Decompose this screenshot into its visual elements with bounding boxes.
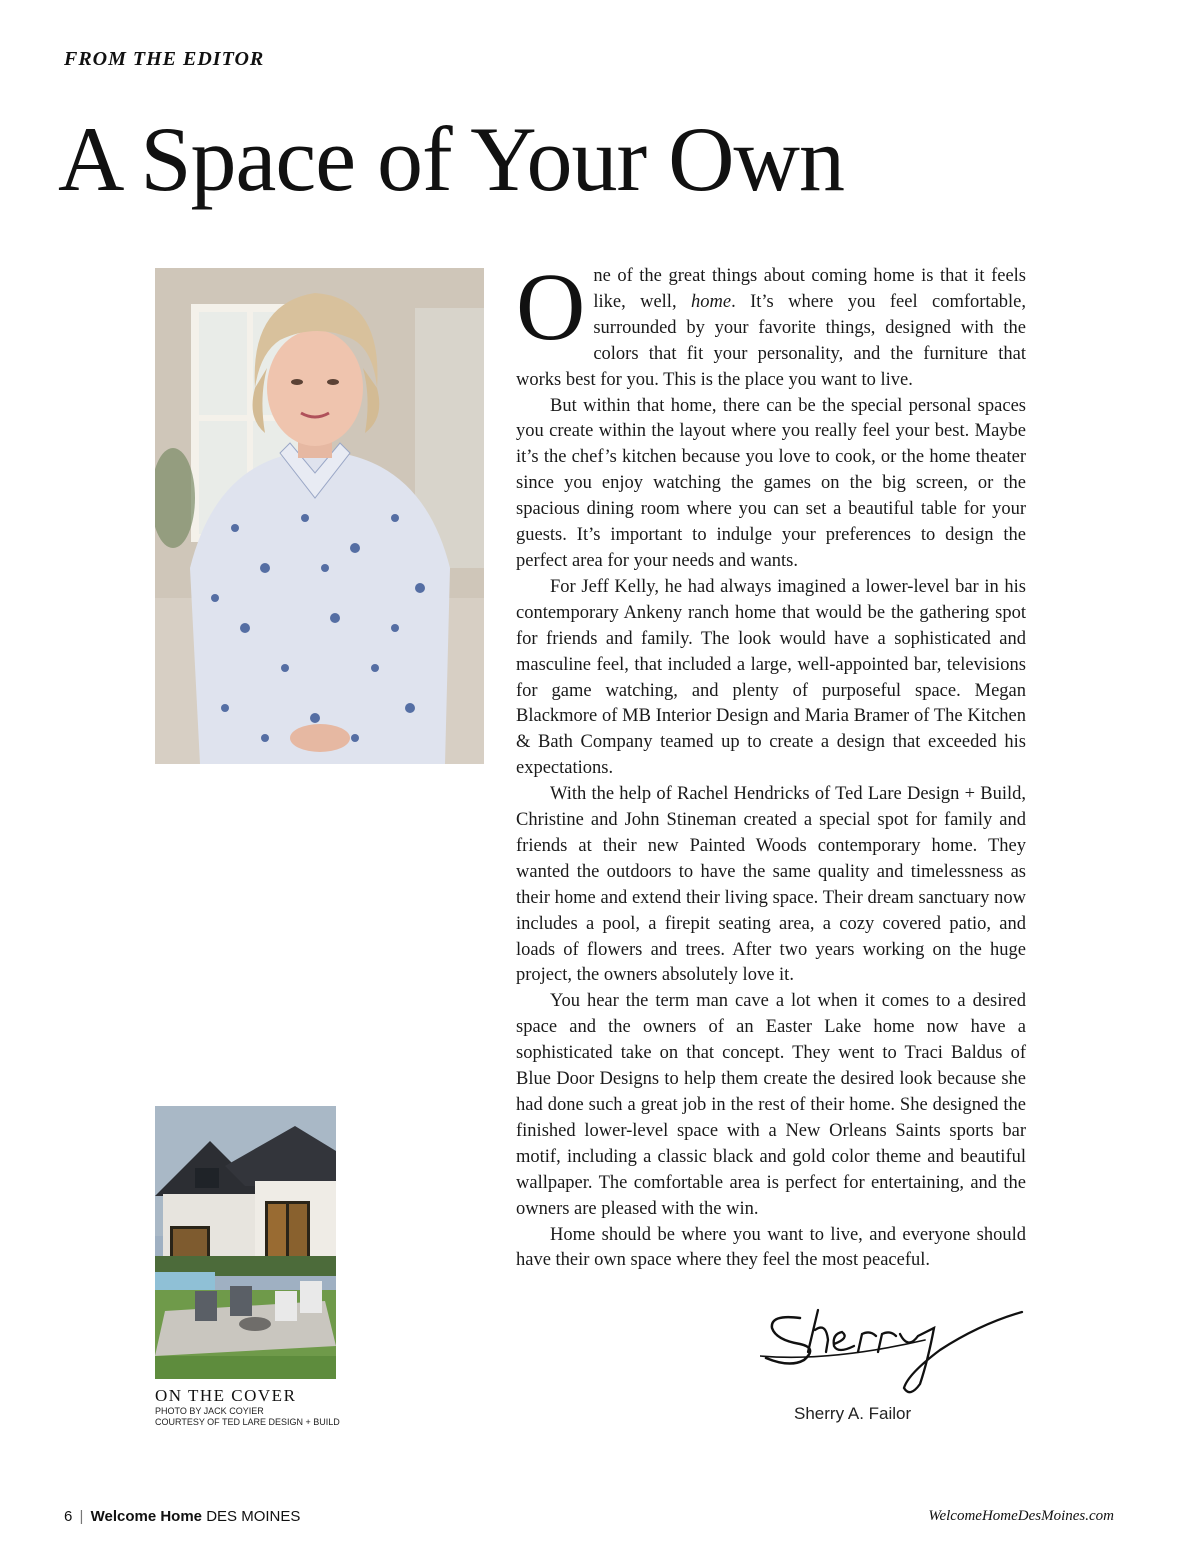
section-kicker: FROM THE EDITOR <box>64 48 265 70</box>
cover-caption <box>155 1386 415 1428</box>
courtesy-credit: COURTESY OF TED LARE DESIGN + BUILD <box>155 1417 340 1427</box>
drop-cap: O <box>516 253 586 360</box>
website-url[interactable]: WelcomeHomeDesMoines.com <box>928 1508 1114 1524</box>
page-number: 6 <box>64 1508 73 1525</box>
article-paragraph <box>516 253 1027 394</box>
paragraph-text: . It’s where you feel comfortable, surrounded by your favorite things, designed with the colors that fit your personality, and the furniture that works best for you. This is the place you want to live. <box>516 291 1027 390</box>
footer-separator: | <box>79 1508 84 1525</box>
editor-letter-body <box>516 253 1027 1274</box>
editor-portrait-photo <box>155 268 484 764</box>
editor-signature <box>760 1300 1030 1400</box>
signature-name: Sherry A. Failor <box>794 1404 912 1423</box>
article-paragraph: Home should be where you want to live, and everyone should have their own space where they feel the most peaceful. <box>516 1224 1026 1271</box>
article-paragraph: For Jeff Kelly, he had always imagined a lower-level bar in his contemporary Ankeny ranch home that would be the gathering spot for friends and family. The look would have a sophisticated and masculine feel, that included a large, well-appointed bar, televisions for game watching, and plenty of purposeful space. Megan Blackmore of MB Interior Design and Maria Bramer of The Kitchen & Bath Company teamed up to create a design that exceeded his expectations. <box>516 576 1026 779</box>
emphasis-text: home <box>690 291 732 312</box>
page-footer-left <box>64 1508 300 1525</box>
cover-caption-title: ON THE COVER <box>155 1386 297 1405</box>
paragraph-text: ne of the great things about coming home is that it feels like, well, <box>593 266 1026 312</box>
magazine-brand: Welcome Home <box>90 1508 203 1525</box>
article-paragraph: But within that home, there can be the special personal spaces you create within the layout where you really feel your best. Maybe it’s the chef’s kitchen because you love to cook, or the home theater since you enjoy watching the games on the big screen, or the spacious dining room where you can set a beautiful table for your guests. It’s important to indulge your preferences to design the perfect area for your needs and wants. <box>516 395 1026 571</box>
cover-photo <box>155 1106 336 1379</box>
page-title: A Space of Your Own <box>58 108 844 210</box>
article-paragraph: With the help of Rachel Hendricks of Ted Lare Design + Build, Christine and John Stineman created a special spot for family and friends at their new Painted Woods contemporary home. They wanted the outdoors to have the same quality and timelessness as their home and extend their living space. Their dream sanctuary now includes a pool, a firepit seating area, a cozy covered patio, and loads of flowers and trees. After two years working on the huge project, the owners absolutely love it. <box>516 784 1026 986</box>
photo-credit: PHOTO BY JACK COYIER <box>155 1406 264 1416</box>
article-paragraph: You hear the term man cave a lot when it comes to a desired space and the owners of an Easter Lake home now have a sophisticated take on that concept. They went to Traci Baldus of Blue Door Designs to help them create the desired look because she had done such a great job in the rest of their home. She designed the finished lower-level space with a New Orleans Saints sports bar motif, including a classic black and gold color theme and beautiful wallpaper. The comfortable area is perfect for entertaining, and the owners are pleased with the win. <box>516 991 1026 1219</box>
magazine-city: DES MOINES <box>206 1508 301 1525</box>
